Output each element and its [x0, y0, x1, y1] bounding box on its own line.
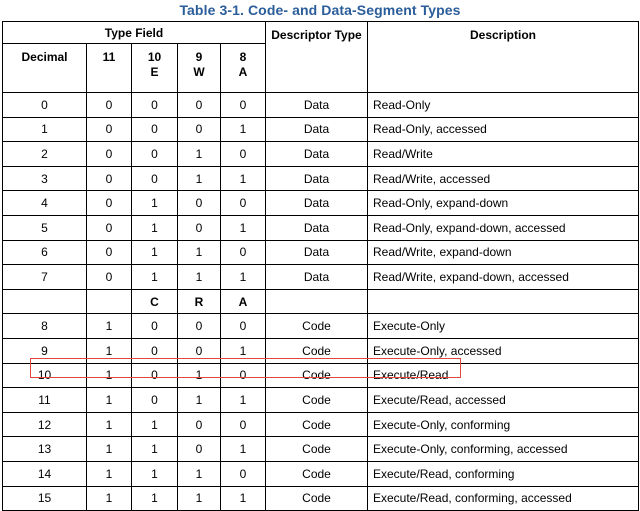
description-cell: Execute-Only: [368, 314, 639, 339]
description-cell: Execute-Only, conforming: [368, 412, 639, 437]
bit10-cell: 1: [132, 191, 178, 216]
bit8-cell: 1: [221, 117, 266, 142]
table-row: [3, 215, 639, 240]
table-row: [3, 461, 639, 486]
decimal-cell: 4: [3, 191, 87, 216]
bit11-cell: 1: [87, 412, 132, 437]
bit10-cell: 1: [132, 486, 178, 511]
descriptor-type-cell: Data: [266, 166, 368, 191]
bit11-header: 11: [87, 44, 132, 93]
bit8-number: 8: [239, 50, 247, 64]
table-row: [3, 363, 639, 388]
flag-r-header: R: [178, 289, 221, 314]
descriptor-type-cell: Code: [266, 412, 368, 437]
bit9-number: 9: [195, 50, 203, 64]
description-cell: Read-Only, expand-down, accessed: [368, 215, 639, 240]
empty-cell: [266, 289, 368, 314]
bit8-cell: 0: [221, 314, 266, 339]
bit11-cell: 1: [87, 338, 132, 363]
descriptor-type-cell: Code: [266, 388, 368, 413]
bit10-cell: 1: [132, 240, 178, 265]
bit9-cell: 1: [178, 363, 221, 388]
table-row: [3, 338, 639, 363]
bit10-cell: 0: [132, 388, 178, 413]
descriptor-type-cell: Code: [266, 486, 368, 511]
description-header: Description: [368, 22, 639, 93]
decimal-cell: 6: [3, 240, 87, 265]
description-cell: Execute-Only, conforming, accessed: [368, 437, 639, 462]
descriptor-type-cell: Data: [266, 265, 368, 290]
table-row: [3, 93, 639, 118]
table-row: [3, 388, 639, 413]
description-cell: Read/Write, accessed: [368, 166, 639, 191]
description-cell: Read-Only, accessed: [368, 117, 639, 142]
decimal-cell: 8: [3, 314, 87, 339]
descriptor-type-cell: Data: [266, 240, 368, 265]
bit11-cell: 0: [87, 117, 132, 142]
descriptor-type-cell: Data: [266, 142, 368, 167]
bit9-cell: 1: [178, 240, 221, 265]
bit10-cell: 1: [132, 412, 178, 437]
bit10-cell: 1: [132, 437, 178, 462]
table-row: [3, 314, 639, 339]
bit9-header: [178, 44, 221, 93]
descriptor-type-cell: Code: [266, 314, 368, 339]
bit10-cell: 1: [132, 215, 178, 240]
bit10-cell: 0: [132, 142, 178, 167]
table-row: [3, 166, 639, 191]
table-title: Table 3-1. Code- and Data-Segment Types: [179, 2, 461, 18]
decimal-cell: 9: [3, 338, 87, 363]
decimal-cell: 5: [3, 215, 87, 240]
description-cell: Read/Write, expand-down, accessed: [368, 265, 639, 290]
bit8-header: [221, 44, 266, 93]
type-field-header: Type Field: [3, 22, 266, 44]
bit10-header: [132, 44, 178, 93]
decimal-cell: 11: [3, 388, 87, 413]
header-row-top: [3, 22, 639, 44]
description-cell: Execute/Read, conforming, accessed: [368, 486, 639, 511]
decimal-cell: 15: [3, 486, 87, 511]
description-cell: Read-Only: [368, 93, 639, 118]
descriptor-type-cell: Code: [266, 363, 368, 388]
bit8-cell: 1: [221, 265, 266, 290]
bit8-cell: 1: [221, 215, 266, 240]
decimal-cell: 0: [3, 93, 87, 118]
bit8-cell: 1: [221, 486, 266, 511]
bit8-flag-a: A: [238, 65, 248, 79]
bit8-cell: 1: [221, 388, 266, 413]
descriptor-type-cell: Code: [266, 338, 368, 363]
bit9-cell: 0: [178, 215, 221, 240]
bit10-cell: 0: [132, 166, 178, 191]
bit10-cell: 1: [132, 265, 178, 290]
empty-cell: [87, 289, 132, 314]
descriptor-type-header: [266, 22, 368, 93]
bit8-cell: 0: [221, 363, 266, 388]
decimal-cell: 1: [3, 117, 87, 142]
descriptor-type-cell: Data: [266, 191, 368, 216]
bit9-cell: 0: [178, 437, 221, 462]
descriptor-type-cell: Code: [266, 461, 368, 486]
bit11-cell: 0: [87, 265, 132, 290]
bit11-cell: 1: [87, 363, 132, 388]
bit10-number: 10: [147, 50, 162, 64]
descriptor-type-label: Descriptor Type: [271, 28, 362, 42]
bit11-cell: 1: [87, 486, 132, 511]
bit9-cell: 0: [178, 191, 221, 216]
bit11-cell: 1: [87, 388, 132, 413]
table-row: [3, 191, 639, 216]
bit11-cell: 1: [87, 314, 132, 339]
bit10-cell: 0: [132, 363, 178, 388]
descriptor-type-cell: Data: [266, 215, 368, 240]
bit8-cell: 1: [221, 166, 266, 191]
empty-cell: [3, 289, 87, 314]
bit9-cell: 0: [178, 314, 221, 339]
decimal-cell: 2: [3, 142, 87, 167]
bit11-cell: 1: [87, 461, 132, 486]
bit11-cell: 0: [87, 142, 132, 167]
bit9-cell: 1: [178, 486, 221, 511]
bit10-cell: 0: [132, 93, 178, 118]
bit11-cell: 0: [87, 191, 132, 216]
decimal-cell: 7: [3, 265, 87, 290]
description-cell: Read-Only, expand-down: [368, 191, 639, 216]
bit9-cell: 1: [178, 461, 221, 486]
decimal-header: Decimal: [3, 44, 87, 93]
bit9-cell: 0: [178, 412, 221, 437]
segment-types-table: [2, 21, 639, 511]
decimal-cell: 14: [3, 461, 87, 486]
description-cell: Execute-Only, accessed: [368, 338, 639, 363]
table-row: [3, 486, 639, 511]
bit10-cell: 0: [132, 117, 178, 142]
decimal-cell: 13: [3, 437, 87, 462]
bit11-cell: 0: [87, 166, 132, 191]
bit8-cell: 0: [221, 412, 266, 437]
description-cell: Execute/Read: [368, 363, 639, 388]
table-row: [3, 265, 639, 290]
bit10-cell: 1: [132, 461, 178, 486]
bit11-cell: 0: [87, 93, 132, 118]
flag-c-header: C: [132, 289, 178, 314]
bit11-cell: 0: [87, 240, 132, 265]
table-row: [3, 117, 639, 142]
description-cell: Read/Write: [368, 142, 639, 167]
bit9-cell: 1: [178, 166, 221, 191]
bit9-cell: 0: [178, 338, 221, 363]
bit8-cell: 0: [221, 461, 266, 486]
empty-cell: [368, 289, 639, 314]
bit8-cell: 0: [221, 191, 266, 216]
decimal-cell: 12: [3, 412, 87, 437]
bit8-cell: 0: [221, 142, 266, 167]
decimal-cell: 3: [3, 166, 87, 191]
descriptor-type-cell: Code: [266, 437, 368, 462]
bit11-cell: 0: [87, 215, 132, 240]
description-cell: Read/Write, expand-down: [368, 240, 639, 265]
flag-a-header: A: [221, 289, 266, 314]
table-row: [3, 412, 639, 437]
bit10-cell: 0: [132, 338, 178, 363]
bit9-cell: 0: [178, 117, 221, 142]
description-cell: Execute/Read, conforming: [368, 461, 639, 486]
description-cell: Execute/Read, accessed: [368, 388, 639, 413]
table-row: [3, 240, 639, 265]
bit9-cell: 1: [178, 388, 221, 413]
bit10-cell: 0: [132, 314, 178, 339]
bit8-cell: 0: [221, 240, 266, 265]
descriptor-type-cell: Data: [266, 117, 368, 142]
bit9-flag-w: W: [193, 65, 205, 79]
descriptor-type-cell: Data: [266, 93, 368, 118]
table-row: [3, 142, 639, 167]
bit9-cell: 0: [178, 93, 221, 118]
bit9-cell: 1: [178, 142, 221, 167]
bit8-cell: 1: [221, 338, 266, 363]
table-row: [3, 437, 639, 462]
bit11-cell: 1: [87, 437, 132, 462]
bit8-cell: 0: [221, 93, 266, 118]
code-flags-header-row: [3, 289, 639, 314]
decimal-cell: 10: [3, 363, 87, 388]
bit10-flag-e: E: [150, 65, 159, 79]
bit8-cell: 1: [221, 437, 266, 462]
bit9-cell: 1: [178, 265, 221, 290]
